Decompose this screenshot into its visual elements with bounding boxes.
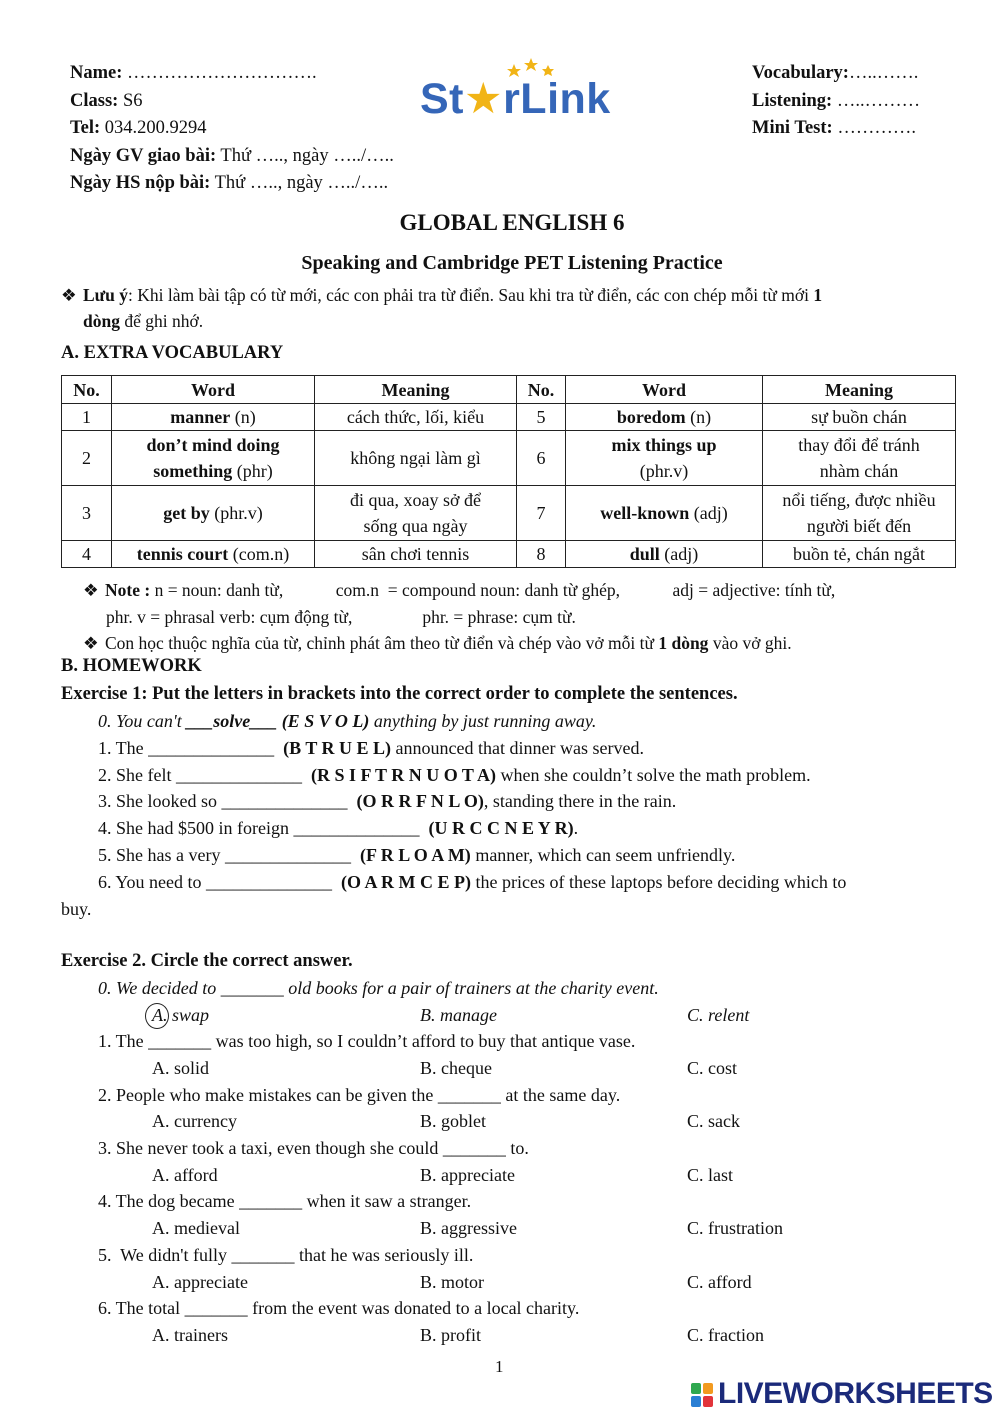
mini-test-score: Mini Test: ………….	[752, 118, 916, 138]
exercise1-title: Exercise 1: Put the letters in brackets into the correct order to complete the sentences.	[61, 684, 738, 704]
exercise2-question: 4. The dog became _______ when it saw a stranger.	[98, 1191, 472, 1211]
tel-row: Tel: 034.200.9294	[70, 118, 207, 138]
instruction-note-cont: dòng để ghi nhớ.	[83, 311, 204, 331]
assigned-date-row: Ngày GV giao bài: Thứ ….., ngày …../…..	[70, 145, 394, 166]
option-c[interactable]: C. sack	[687, 1111, 740, 1131]
col-header-word: Word	[112, 376, 315, 404]
vocabulary-score: Vocabulary:…..…….	[752, 63, 919, 83]
table-row: 2 don’t mind doing something (phr) không ngại làm gì 6 mix things up (phr.v) thay đổi để tránh nhàm chán	[62, 431, 956, 486]
option-a[interactable]: A. medieval	[152, 1218, 240, 1238]
option-a[interactable]: A. currency	[152, 1111, 237, 1131]
option-a[interactable]: A. appreciate	[152, 1272, 248, 1292]
col-header-word: Word	[566, 376, 763, 404]
section-a-heading: A. EXTRA VOCABULARY	[61, 343, 284, 363]
option-b[interactable]: B. manage	[420, 1005, 497, 1025]
class-row: Class: S6	[70, 90, 143, 111]
exercise1-item: 3. She looked so ______________ (O R R F N L O), standing there in the rain.	[98, 791, 677, 811]
option-c[interactable]: C. relent	[687, 1005, 750, 1025]
student-info	[70, 60, 394, 198]
exercise1-item-wrap: buy.	[61, 899, 92, 919]
logo-wordmark: St★rLink	[420, 75, 611, 123]
page-number: 1	[495, 1357, 504, 1376]
diamond-bullet-icon: ❖	[61, 285, 77, 305]
option-b[interactable]: B. motor	[420, 1272, 485, 1292]
option-c[interactable]: C. last	[687, 1165, 734, 1185]
exercise2-question: 2. People who make mistakes can be given the _______ at the same day.	[98, 1085, 621, 1105]
score-box	[752, 60, 920, 143]
exercise1-item: 5. She has a very ______________ (F R L O A M) manner, which can seem unfriendly.	[98, 845, 736, 865]
vocabulary-table	[61, 375, 956, 568]
abbreviation-note-cont: phr. v = phrasal verb: cụm động từ, phr. = phrase: cụm từ.	[106, 607, 576, 627]
col-header-meaning: Meaning	[763, 376, 956, 404]
option-a[interactable]: A. swap	[152, 1005, 210, 1025]
option-b[interactable]: B. appreciate	[420, 1165, 515, 1185]
exercise2-question: 6. The total _______ from the event was donated to a local charity.	[98, 1298, 580, 1318]
diamond-bullet-icon: ❖	[83, 580, 99, 600]
col-header-meaning: Meaning	[315, 376, 517, 404]
option-c[interactable]: C. cost	[687, 1058, 738, 1078]
exercise1-item: 6. You need to ______________ (O A R M C E P) the prices of these laptops before deciding which to	[98, 872, 847, 892]
section-b-heading: B. HOMEWORK	[61, 656, 202, 676]
liveworksheets-logo-icon	[690, 1381, 714, 1409]
table-row: 3 get by (phr.v) đi qua, xoay sở để sống qua ngày 7 well-known (adj) nổi tiếng, được nhiều người biết đến	[62, 486, 956, 541]
exercise1-example: 0. You can't ___solve___ (E S V O L) anything by just running away.	[98, 711, 597, 731]
option-c[interactable]: C. afford	[687, 1272, 752, 1292]
option-a[interactable]: A. trainers	[152, 1325, 228, 1345]
exercise2-example-question: 0. We decided to _______ old books for a pair of trainers at the charity event.	[98, 978, 659, 998]
option-c[interactable]: C. fraction	[687, 1325, 764, 1345]
option-c[interactable]: C. frustration	[687, 1218, 783, 1238]
table-row: 4 tennis court (com.n) sân chơi tennis 8 dull (adj) buồn tẻ, chán ngắt	[62, 541, 956, 568]
page-title: GLOBAL ENGLISH 6	[399, 210, 625, 235]
option-b[interactable]: B. aggressive	[420, 1218, 517, 1238]
option-b[interactable]: B. goblet	[420, 1111, 486, 1131]
study-note: ❖ Con học thuộc nghĩa của từ, chỉnh phát âm theo từ điển và chép vào vở mỗi từ 1 dòng vào vở ghi.	[83, 633, 792, 653]
col-header-no: No.	[62, 376, 112, 404]
option-b[interactable]: B. cheque	[420, 1058, 492, 1078]
name-row: Name: ………………………….	[70, 63, 317, 83]
exercise1-item: 4. She had $500 in foreign ______________ (U R C C N E Y R).	[98, 818, 579, 838]
exercise1-item: 1. The ______________ (B T R U E L) announced that dinner was served.	[98, 738, 644, 758]
listening-score: Listening: …..………	[752, 90, 921, 111]
exercise1-item: 2. She felt ______________ (R S I F T R N U O T A) when she couldn’t solve the math problem.	[98, 765, 811, 785]
exercise2-title: Exercise 2. Circle the correct answer.	[61, 951, 353, 971]
submit-date-row: Ngày HS nộp bài: Thứ ….., ngày …../…..	[70, 173, 389, 193]
logo-star-icon: ★	[464, 75, 504, 123]
liveworksheets-wordmark[interactable]: LIVEWORKSHEETS	[718, 1377, 993, 1410]
exercise2-question: 3. She never took a taxi, even though she could _______ to.	[98, 1138, 529, 1158]
exercise2-question: 5. We didn't fully _______ that he was seriously ill.	[98, 1245, 474, 1265]
table-header-row	[62, 376, 956, 404]
table-row: 1 manner (n) cách thức, lối, kiểu 5 boredom (n) sự buồn chán	[62, 404, 956, 431]
page-subtitle: Speaking and Cambridge PET Listening Practice	[301, 252, 723, 274]
diamond-bullet-icon: ❖	[83, 633, 99, 653]
option-a[interactable]: A. afford	[152, 1165, 218, 1185]
starlink-logo	[420, 56, 630, 124]
abbreviation-note: ❖ Note : n = noun: danh từ, com.n = compound noun: danh từ ghép, adj = adjective: tính từ,	[83, 580, 836, 600]
col-header-no: No.	[517, 376, 566, 404]
exercise2-question: 1. The _______ was too high, so I couldn’t afford to buy that antique vase.	[98, 1031, 636, 1051]
instruction-note: ❖ Lưu ý: Khi làm bài tập có từ mới, các con phải tra từ điển. Sau khi tra từ điển, các con chép mỗi từ mới 1	[61, 285, 823, 305]
option-b[interactable]: B. profit	[420, 1325, 481, 1345]
option-a[interactable]: A. solid	[152, 1058, 210, 1078]
